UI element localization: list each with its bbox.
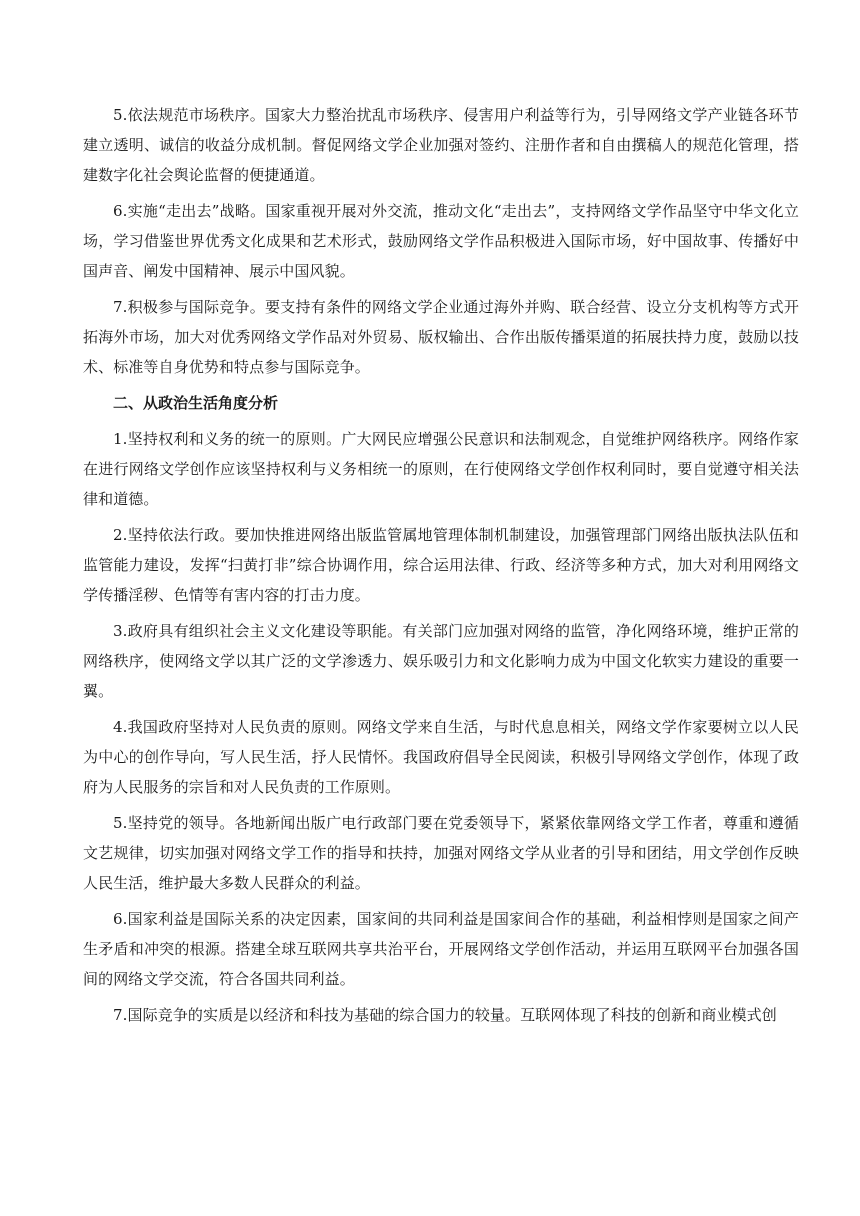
paragraph-market-order: 5.依法规范市场秩序。国家大力整治扰乱市场秩序、侵害用户利益等行为，引导网络文学产业链各环节建立透明、诚信的收益分成机制。督促网络文学企业加强对签约、注册作者和自由撰稿人的规范化管理，搭建数字化社会舆论监督的便捷通道。 (83, 106, 799, 184)
paragraph-party-leadership: 5.坚持党的领导。各地新闻出版广电行政部门要在党委领导下，紧紧依靠网络文学工作者，尊重和遵循文艺规律，切实加强对网络文学工作的指导和扶持，加强对网络文学从业者的引导和团结，用文学创作反映人民生活，维护最大多数人民群众的利益。 (83, 814, 799, 892)
paragraph-rights-duties: 1.坚持权利和义务的统一的原则。广大网民应增强公民意识和法制观念，自觉维护网络秩序。网络作家在进行网络文学创作应该坚持权利与义务相统一的原则，在行使网络文学创作权利同时，要自觉遵守相关法律和道德。 (83, 430, 799, 508)
section-heading: 二、从政治生活角度分析 (113, 394, 279, 412)
paragraph-going-global: 6.实施“走出去”战略。国家重视开展对外交流，推动文化“走出去”，支持网络文学作品坚守中华文化立场，学习借鉴世界优秀文化成果和艺术形式，鼓励网络文学作品积极进入国际市场，好中国故事、传播好中国声音、阐发中国精神、展示中国风貌。 (83, 202, 799, 280)
paragraph-national-interest: 6.国家利益是国际关系的决定因素，国家间的共同利益是国家间合作的基础，利益相悖则是国家之间产生矛盾和冲突的根源。搭建全球互联网共享共治平台，开展网络文学创作活动，并运用互联网平台加强各国间的网络文学交流，符合各国共同利益。 (83, 910, 799, 988)
paragraph-responsible-government: 4.我国政府坚持对人民负责的原则。网络文学来自生活，与时代息息相关，网络文学作家要树立以人民为中心的创作导向，写人民生活，抒人民情怀。我国政府倡导全民阅读，积极引导网络文学创作，体现了政府为人民服务的宗旨和对人民负责的工作原则。 (83, 718, 799, 796)
document-page (83, 100, 799, 1036)
paragraph-government-functions: 3.政府具有组织社会主义文化建设等职能。有关部门应加强对网络的监管，净化网络环境，维护正常的网络秩序，使网络文学以其广泛的文学渗透力、娱乐吸引力和文化影响力成为中国文化软实力建设的重要一翼。 (83, 622, 799, 700)
paragraph-international-competition: 7.积极参与国际竞争。要支持有条件的网络文学企业通过海外并购、联合经营、设立分支机构等方式开拓海外市场，加大对优秀网络文学作品对外贸易、版权输出、合作出版传播渠道的拓展扶持力度，鼓励以技术、标准等自身优势和特点参与国际竞争。 (83, 298, 799, 376)
paragraph-national-power: 7.国际竞争的实质是以经济和科技为基础的综合国力的较量。互联网体现了科技的创新和商业模式创 (113, 1006, 777, 1024)
paragraph-law-administration: 2.坚持依法行政。要加快推进网络出版监管属地管理体制机制建设，加强管理部门网络出版执法队伍和监管能力建设，发挥“扫黄打非”综合协调作用，综合运用法律、行政、经济等多种方式，加大对利用网络文学传播淫秽、色情等有害内容的打击力度。 (83, 526, 799, 604)
